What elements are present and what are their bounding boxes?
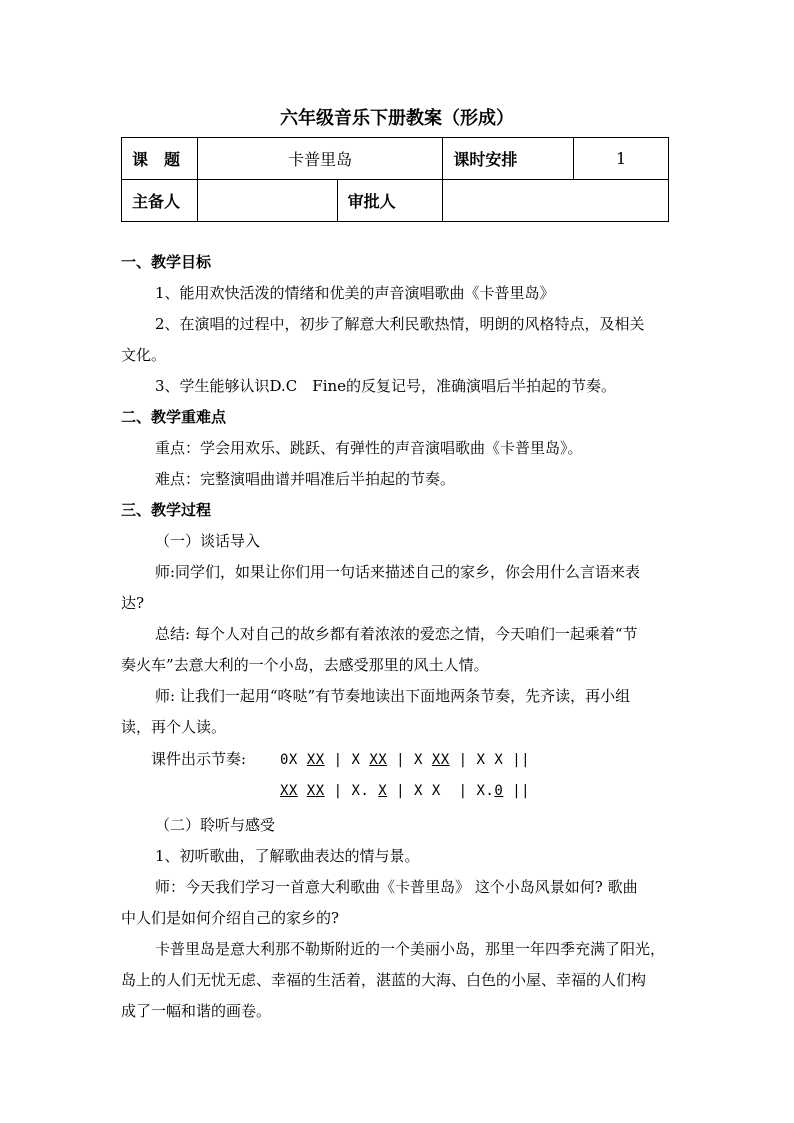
rhythm-note: 0 xyxy=(494,783,504,799)
key-heading: 二、教学重难点 xyxy=(121,408,227,426)
listen-1: 1、初听歌曲，了解歌曲表达的情与景。 xyxy=(155,847,420,865)
desc-line3: 成了一幅和谐的画卷。 xyxy=(121,1002,272,1020)
teacher3-line1: 师：今天我们学习一首意大利歌曲《卡普里岛》 这个小岛风景如何? 歌曲 xyxy=(155,878,638,896)
preparer-label: 主备人 xyxy=(122,180,198,222)
goal-2-line1: 2、在演唱的过程中，初步了解意大利民歌热情，明朗的风格特点，及相关 xyxy=(155,315,645,333)
summary-line2: 奏火车”去意大利的一个小岛，去感受那里的风土人情。 xyxy=(121,656,489,674)
page-title: 六年级音乐下册教案（形成） xyxy=(280,108,514,129)
summary-line1: 总结: 每个人对自己的故乡都有着浓浓的爱恋之情，今天咱们一起乘着“节 xyxy=(155,625,638,643)
teacher1-line2: 达? xyxy=(121,594,145,612)
rhythm-note: X X xyxy=(413,783,441,799)
lesson-info-table xyxy=(121,137,669,222)
topic-label: 课 题 xyxy=(122,138,198,180)
teacher3-line2: 中人们是如何介绍自己的家乡的? xyxy=(121,909,340,927)
rhythm-note: X. xyxy=(476,783,495,799)
schedule-value: 1 xyxy=(574,138,669,180)
goal-3: 3、学生能够认识D.C Fine的反复记号，准确演唱后半拍起的节奏。 xyxy=(155,377,617,395)
teacher2-line2: 读，再个人读。 xyxy=(121,718,227,736)
desc-line2: 岛上的人们无忧无虑、幸福的生活着，湛蓝的大海、白色的小屋、幸福的人们构 xyxy=(121,971,647,989)
table-row xyxy=(122,138,669,180)
rhythm-note: X. xyxy=(351,783,370,799)
rhythm-note: XX xyxy=(306,783,325,799)
goals-heading: 一、教学目标 xyxy=(121,253,212,271)
rhythm-line-2: XX XX | X. X | X X | X.0 || xyxy=(280,783,531,799)
rhythm-note: X xyxy=(378,783,388,799)
rhythm-note: XX xyxy=(431,752,450,768)
lesson-body-2 xyxy=(121,810,676,1027)
key-point: 重点：学会用欢乐、跳跃、有弹性的声音演唱歌曲《卡普里岛》。 xyxy=(155,439,583,457)
listen-heading: （二）聆听与感受 xyxy=(155,816,276,834)
table-row xyxy=(122,180,669,222)
preparer-value xyxy=(197,180,337,222)
rhythm-note: XX xyxy=(369,752,388,768)
schedule-label: 课时安排 xyxy=(443,138,574,180)
rhythm-label: 课件出示节奏: xyxy=(151,750,247,768)
teacher2-line1: 师: 让我们一起用“咚哒”有节奏地读出下面地两条节奏，先齐读，再小组 xyxy=(155,687,631,705)
goal-2-line2: 文化。 xyxy=(121,346,167,364)
approver-value xyxy=(443,180,669,222)
rhythm-note: X X xyxy=(476,752,504,768)
teacher1-line1: 师:同学们，如果让你们用一句话来描述自己的家乡，你会用什么言语来表 xyxy=(155,563,641,581)
rhythm-note: XX xyxy=(280,783,298,799)
rhythm-note: 0X xyxy=(280,752,298,768)
rhythm-note: X xyxy=(413,752,423,768)
rhythm-line-1: 0X XX | X XX | X XX | X X || xyxy=(280,752,531,768)
lesson-body xyxy=(121,247,676,743)
rhythm-note: X xyxy=(351,752,361,768)
rhythm-note: XX xyxy=(306,752,325,768)
desc-line1: 卡普里岛是意大利那不勒斯附近的一个美丽小岛，那里一年四季充满了阳光， xyxy=(155,940,666,958)
approver-label: 审批人 xyxy=(337,180,443,222)
goal-1: 1、能用欢快活泼的情绪和优美的声音演唱歌曲《卡普里岛》 xyxy=(155,284,555,302)
process-heading: 三、教学过程 xyxy=(121,501,212,519)
intro-heading: （一）谈话导入 xyxy=(155,532,261,550)
topic-value: 卡普里岛 xyxy=(197,138,442,180)
difficult-point: 难点：完整演唱曲谱并唱准后半拍起的节奏。 xyxy=(155,470,456,488)
